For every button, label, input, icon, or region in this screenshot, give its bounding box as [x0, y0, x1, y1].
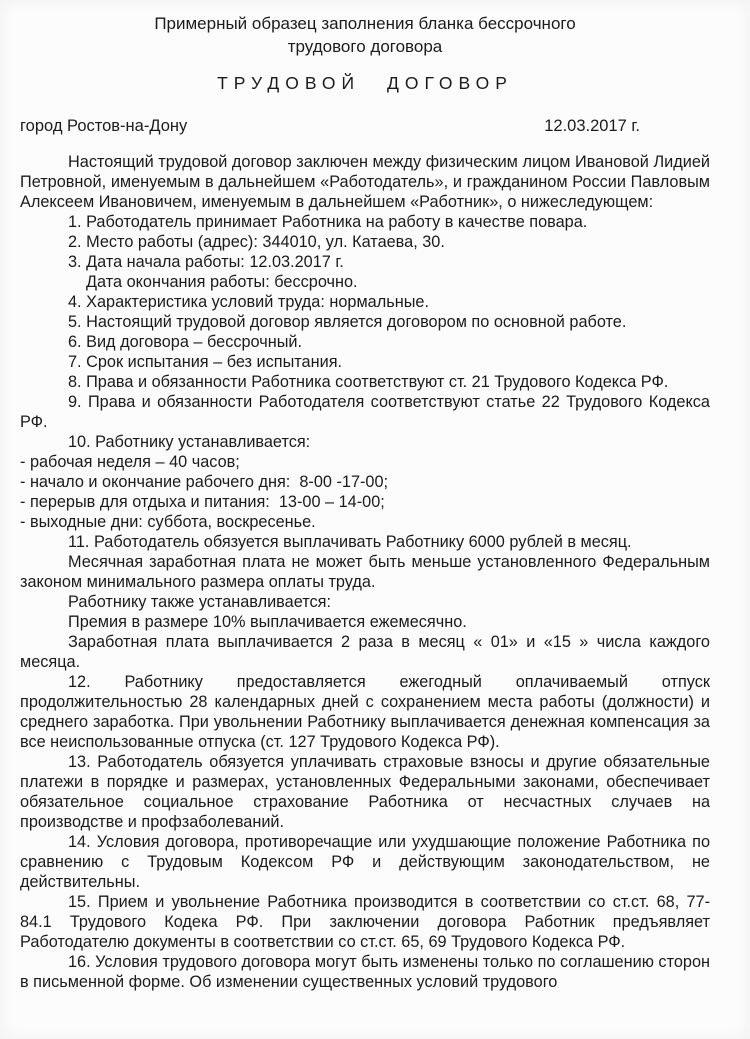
contract-clause-12: 12. Работнику предоставляется ежегодный оплачиваемый отпуск продолжительностью 28 календарных дней с сохранением места работы (должности) и среднего заработка. При увольнении Работнику выплачивается денежная компенсация за все неиспользованные отпуска (ст. 127 Трудового Кодекса РФ).	[20, 673, 710, 751]
contract-clause-11: 11. Работодатель обязуется выплачивать Работнику 6000 рублей в месяц.	[68, 533, 632, 551]
heading-line-2: трудового договора	[287, 37, 443, 56]
document-heading	[20, 12, 710, 58]
contract-date: 12.03.2017 г.	[544, 117, 640, 135]
list-item-work-week: - рабочая неделя – 40 часов;	[20, 453, 240, 471]
list-item-break: - перерыв для отдыха и питания: 13-00 – 14-00;	[20, 493, 385, 511]
contract-paragraph-pay-dates: Заработная плата выплачивается 2 раза в месяц « 01» и «15 » числа каждого месяца.	[20, 633, 710, 671]
contract-clause-1: 1. Работодатель принимает Работника на работу в качестве повара.	[68, 213, 588, 231]
contract-clause-6: 6. Вид договора – бессрочный.	[68, 333, 303, 351]
contract-clause-10: 10. Работнику устанавливается:	[68, 433, 311, 451]
contract-clause-13: 13. Работодатель обязуется уплачивать страховые взносы и другие обязательные платежи в порядке и размерах, установленных Федеральными законами, обеспечивает обязательное социальное страхование Работника от несчастных случаев на производстве и профзаболеваний.	[20, 753, 710, 831]
contract-body	[20, 152, 710, 992]
contract-clause-9: 9. Права и обязанности Работодателя соответствуют статье 22 Трудового Кодекса РФ.	[20, 393, 710, 431]
contract-clause-16: 16. Условия трудового договора могут быть изменены только по соглашению сторон в письменной форме. Об изменении существенных условий трудового	[20, 953, 711, 991]
contract-city: город Ростов-на-Дону	[20, 117, 188, 135]
contract-clause-3: 3. Дата начала работы: 12.03.2017 г.	[68, 253, 344, 271]
contract-clause-4: 4. Характеристика условий труда: нормальные.	[68, 293, 429, 311]
contract-title: ТРУДОВОЙ ДОГОВОР	[217, 73, 513, 93]
contract-paragraph-also-set: Работнику также устанавливается:	[68, 593, 331, 611]
contract-clause-14: 14. Условия договора, противоречащие или ухудшающие положение Работника по сравнению с Трудовым Кодексом РФ и действующим законодательством, не действительны.	[20, 833, 710, 891]
contract-clause-15: 15. Прием и увольнение Работника производится в соответствии со ст.ст. 68, 77-84.1 Трудового Кодека РФ. При заключении договора Работник предъявляет Работодателю документы в соответствии со ст.ст. 65, 69 Трудового Кодекса РФ.	[20, 893, 710, 951]
contract-clause-7: 7. Срок испытания – без испытания.	[68, 353, 343, 371]
contract-paragraph-minimum-wage: Месячная заработная плата не может быть меньше установленного Федеральным законом минимального размера оплаты труда.	[20, 553, 710, 591]
heading-line-1: Примерный образец заполнения бланка бессрочного	[154, 14, 576, 33]
list-item-work-day: - начало и окончание рабочего дня: 8-00 -17-00;	[20, 473, 389, 491]
contract-clause-2: 2. Место работы (адрес): 344010, ул. Катаева, 30.	[68, 233, 445, 251]
contract-paragraph-bonus: Премия в размере 10% выплачивается ежемесячно.	[68, 613, 467, 631]
contract-clause-5: 5. Настоящий трудовой договор является договором по основной работе.	[68, 313, 627, 331]
contract-clause-3-continued: Дата окончания работы: бессрочно.	[86, 273, 358, 291]
list-item-days-off: - выходные дни: суббота, воскресенье.	[20, 513, 316, 531]
contract-preamble: Настоящий трудовой договор заключен между физическим лицом Ивановой Лидией Петровной, именуемым в дальнейшем «Работодатель», и гражданином России Павловым Алексеем Ивановичем, именуемым в дальнейшем «Работник», о нижеследующем:	[20, 153, 710, 211]
contract-clause-8: 8. Права и обязанности Работника соответствуют ст. 21 Трудового Кодекса РФ.	[68, 373, 669, 391]
place-date-row	[20, 116, 710, 136]
